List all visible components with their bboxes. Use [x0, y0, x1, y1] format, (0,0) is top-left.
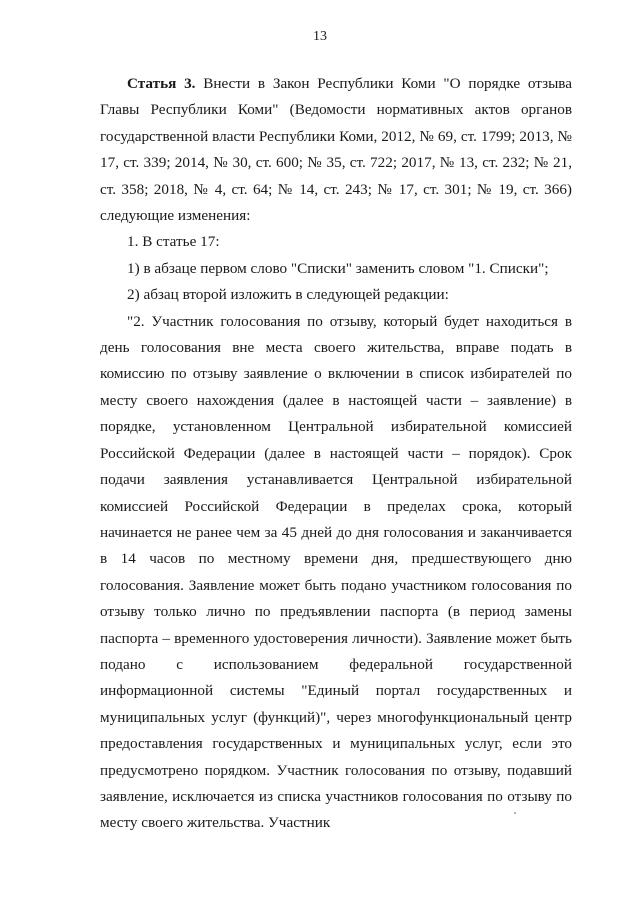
scan-speck	[514, 812, 516, 814]
document-body	[100, 71, 572, 837]
article-paragraph	[100, 71, 572, 229]
page-number: 13	[313, 29, 327, 44]
article-text: Внести в Закон Республики Коми "О порядке отзыва Главы Республики Коми" (Ведомости нормативных актов органов государственной власти Республики Коми, 2012, № 69, ст. 1799; 2013, № 17, ст. 339; 2014, № 30, ст. 600; № 35, ст. 722; 2017, № 13, ст. 232; № 21, ст. 358; 2018, № 4, ст. 64; № 14, ст. 243; № 17, ст. 301; № 19, ст. 366) следующие изменения:	[100, 75, 572, 225]
article-label: Статья 3.	[127, 75, 196, 92]
item-paragraph: 1. В статье 17:	[127, 233, 220, 251]
item-paragraph: 2) абзац второй изложить в следующей редакции:	[127, 286, 449, 304]
quoted-paragraph: "2. Участник голосования по отзыву, который будет находиться в день голосования вне места своего жительства, вправе подать в комиссию по отзыву заявление о включении в список избирателей по месту своего нахождения (далее в настоящей части – заявление) в порядке, установленном Центральной избирательной комиссией Российской Федерации (далее в настоящей части – порядок). Срок подачи заявления устанавливается Центральной избирательной комиссией Российской Федерации в пределах срока, который начинается не ранее чем за 45 дней до дня голосования и заканчивается в 14 часов по местному времени дня, предшествующего дню голосования. Заявление может быть подано участником голосования по отзыву только лично по предъявлении паспорта (в период замены паспорта – временного удостоверения личности). Заявление может быть подано с использованием федеральной государственной информационной системы "Единый портал государственных и муниципальных услуг (функций)", через многофункциональный центр предоставления государственных и муниципальных услуг, если это предусмотрено порядком. Участник голосования по отзыву, подавший заявление, исключается из списка участников голосования по отзыву по месту своего жительства. Участник	[100, 312, 572, 832]
item-paragraph: 1) в абзаце первом слово "Списки" заменить словом "1. Списки";	[127, 259, 549, 277]
